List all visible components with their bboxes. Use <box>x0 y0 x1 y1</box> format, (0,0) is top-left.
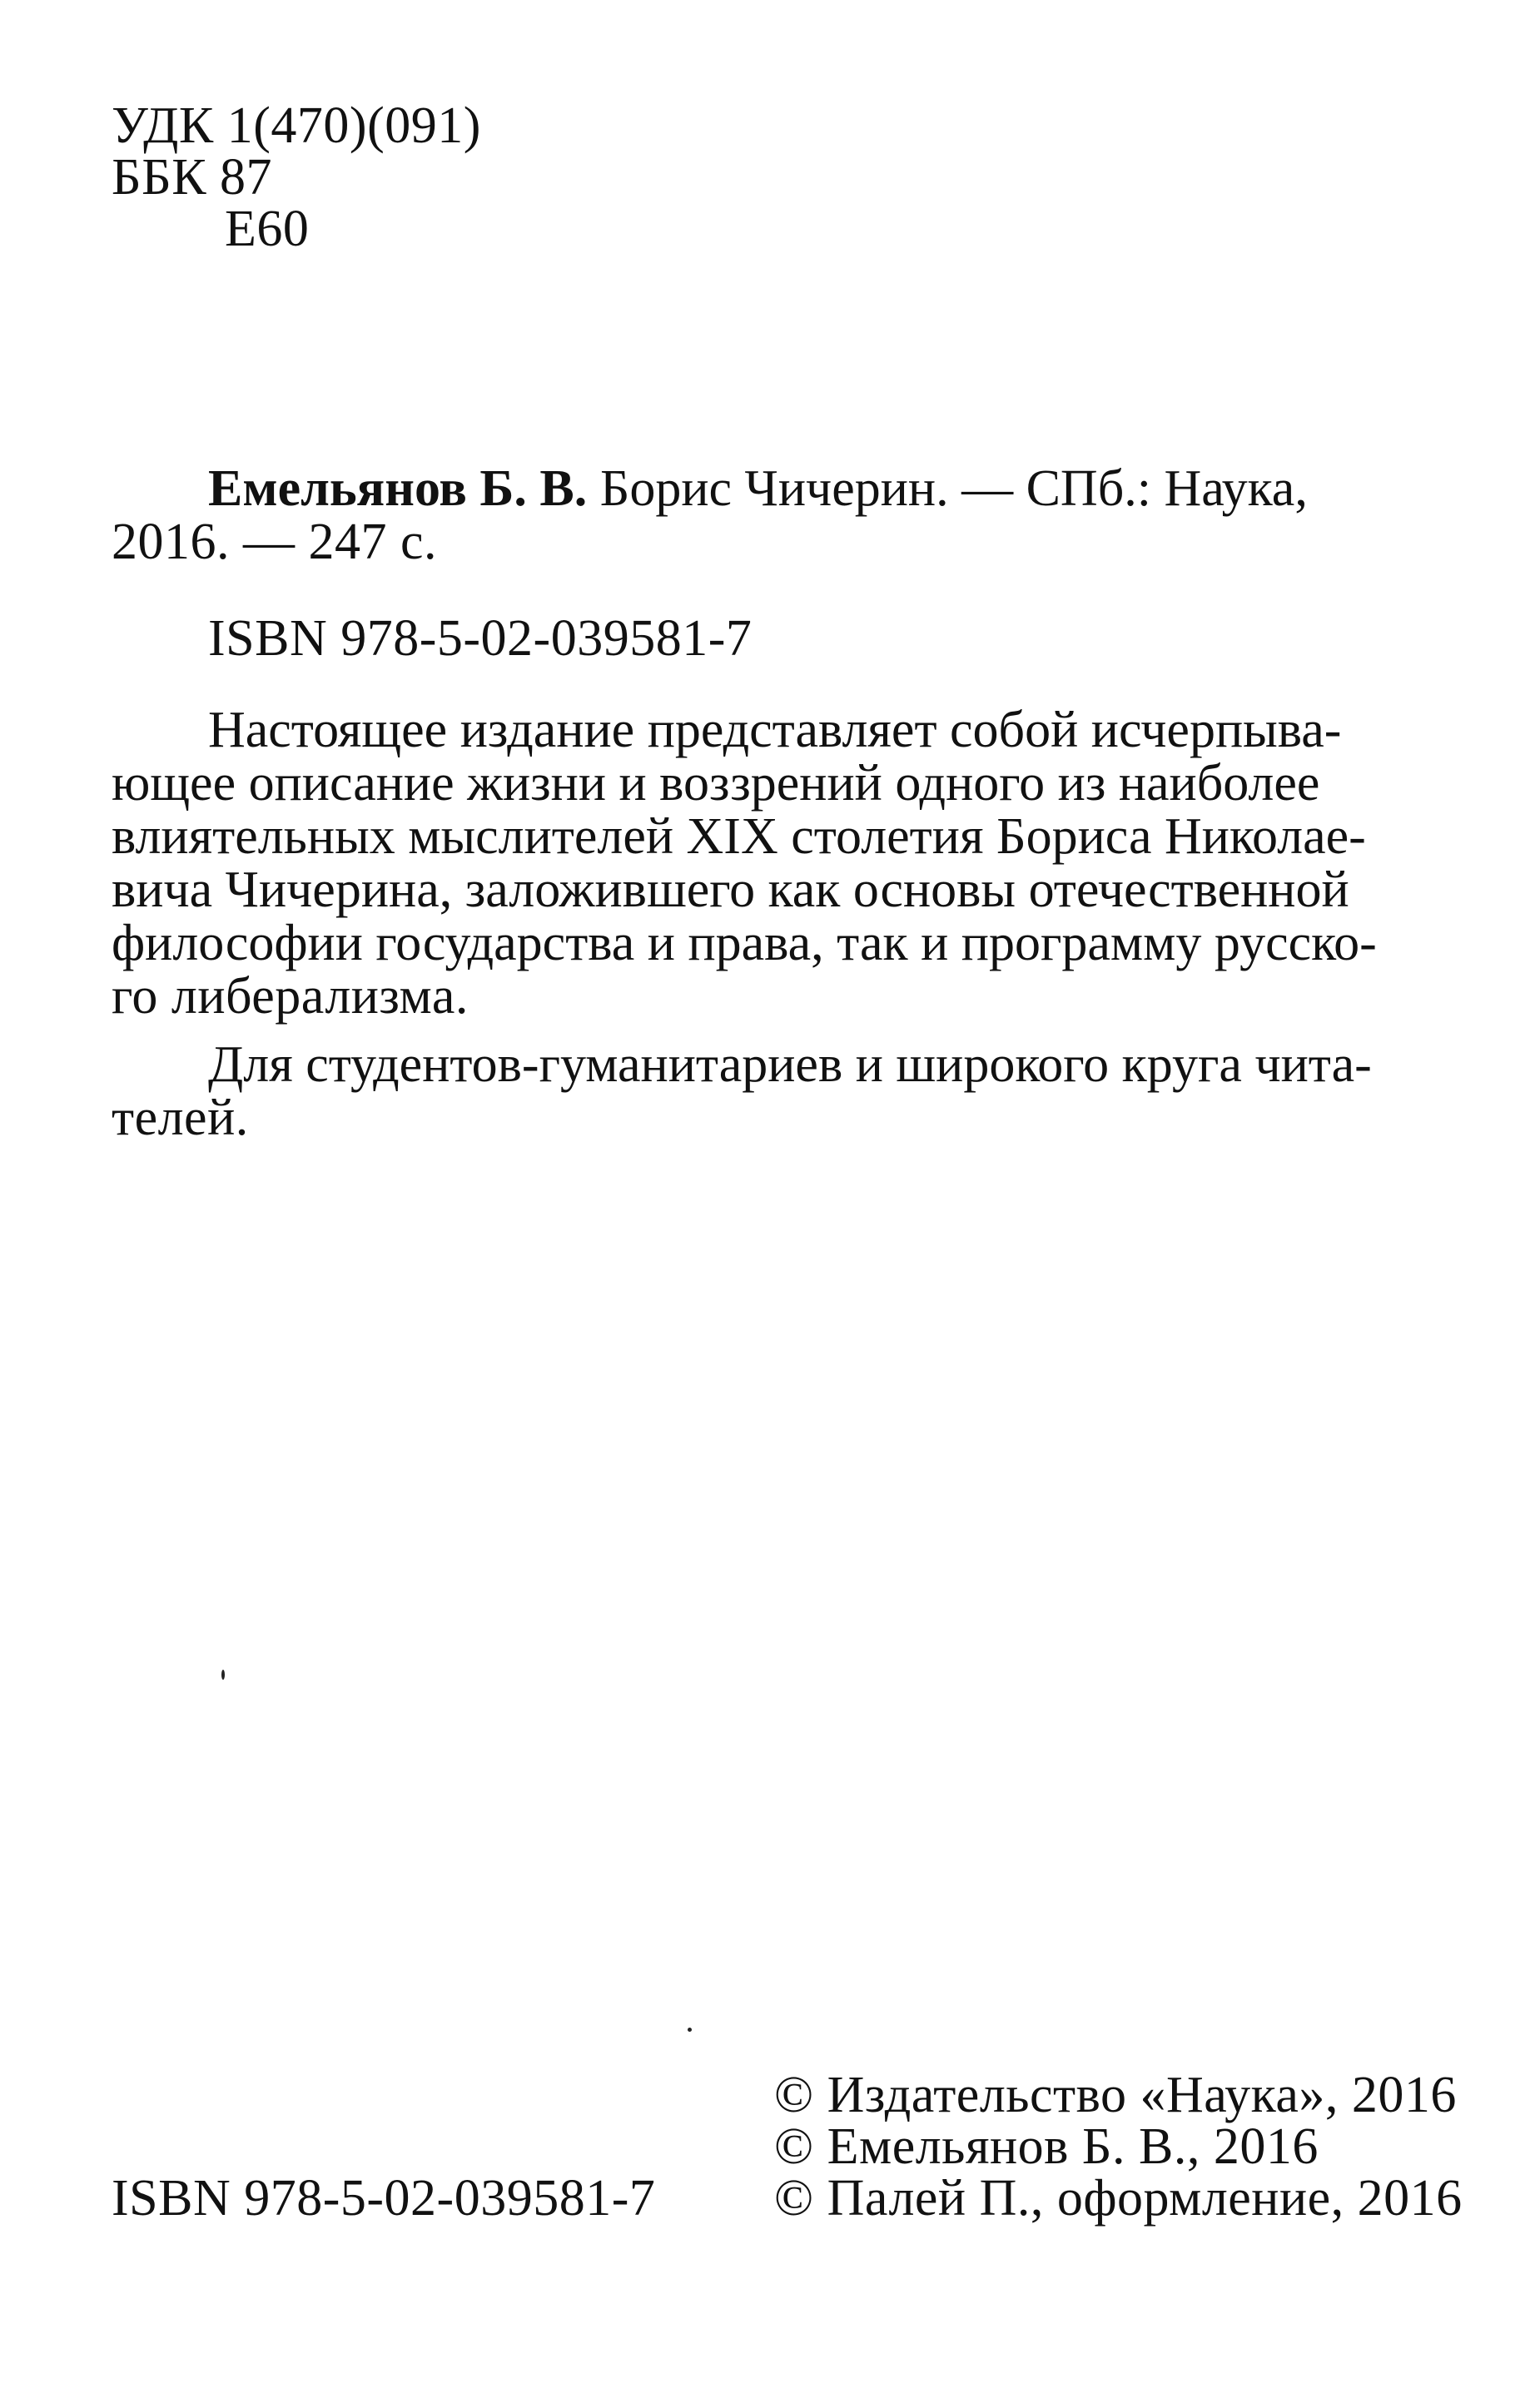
scan-speck <box>221 1670 225 1680</box>
footer-isbn: ISBN 978-5-02-039581-7 <box>112 2170 656 2227</box>
year-pages: 2016. — 247 с. <box>112 514 438 570</box>
bbk-code: ББК 87 <box>112 149 273 206</box>
abstract-line-6: го либерализма. <box>112 968 469 1025</box>
author-name: Емельянов Б. В. <box>208 460 588 517</box>
audience-line-1: Для студентов-гуманитариев и широкого круга чита- <box>208 1036 1372 1093</box>
title-publisher: Борис Чичерин. — СПб.: Наука, <box>599 460 1308 517</box>
copyright-design: © Палей П., оформление, 2016 <box>774 2170 1463 2227</box>
udk-code: УДК 1(470)(091) <box>112 97 481 154</box>
abstract-line-5: философии государства и права, так и программу русско- <box>112 915 1377 971</box>
abstract-line-2: ющее описание жизни и воззрений одного из наиболее <box>112 755 1320 812</box>
scan-speck <box>688 2028 692 2032</box>
abstract-line-4: вича Чичерина, заложившего как основы отечественной <box>112 861 1349 918</box>
isbn-record: ISBN 978-5-02-039581-7 <box>208 610 753 667</box>
abstract-line-3: влиятельных мыслителей XIX столетия Бориса Николае- <box>112 808 1366 865</box>
abstract-line-1: Настоящее издание представляет собой исчерпыва- <box>208 702 1342 758</box>
audience-line-2: телей. <box>112 1090 249 1146</box>
author-mark: Е60 <box>225 201 310 257</box>
copyright-author: © Емельянов Б. В., 2016 <box>774 2118 1319 2175</box>
copyright-publisher: © Издательство «Наука», 2016 <box>774 2067 1457 2123</box>
bibliographic-line-1 <box>208 460 1442 517</box>
